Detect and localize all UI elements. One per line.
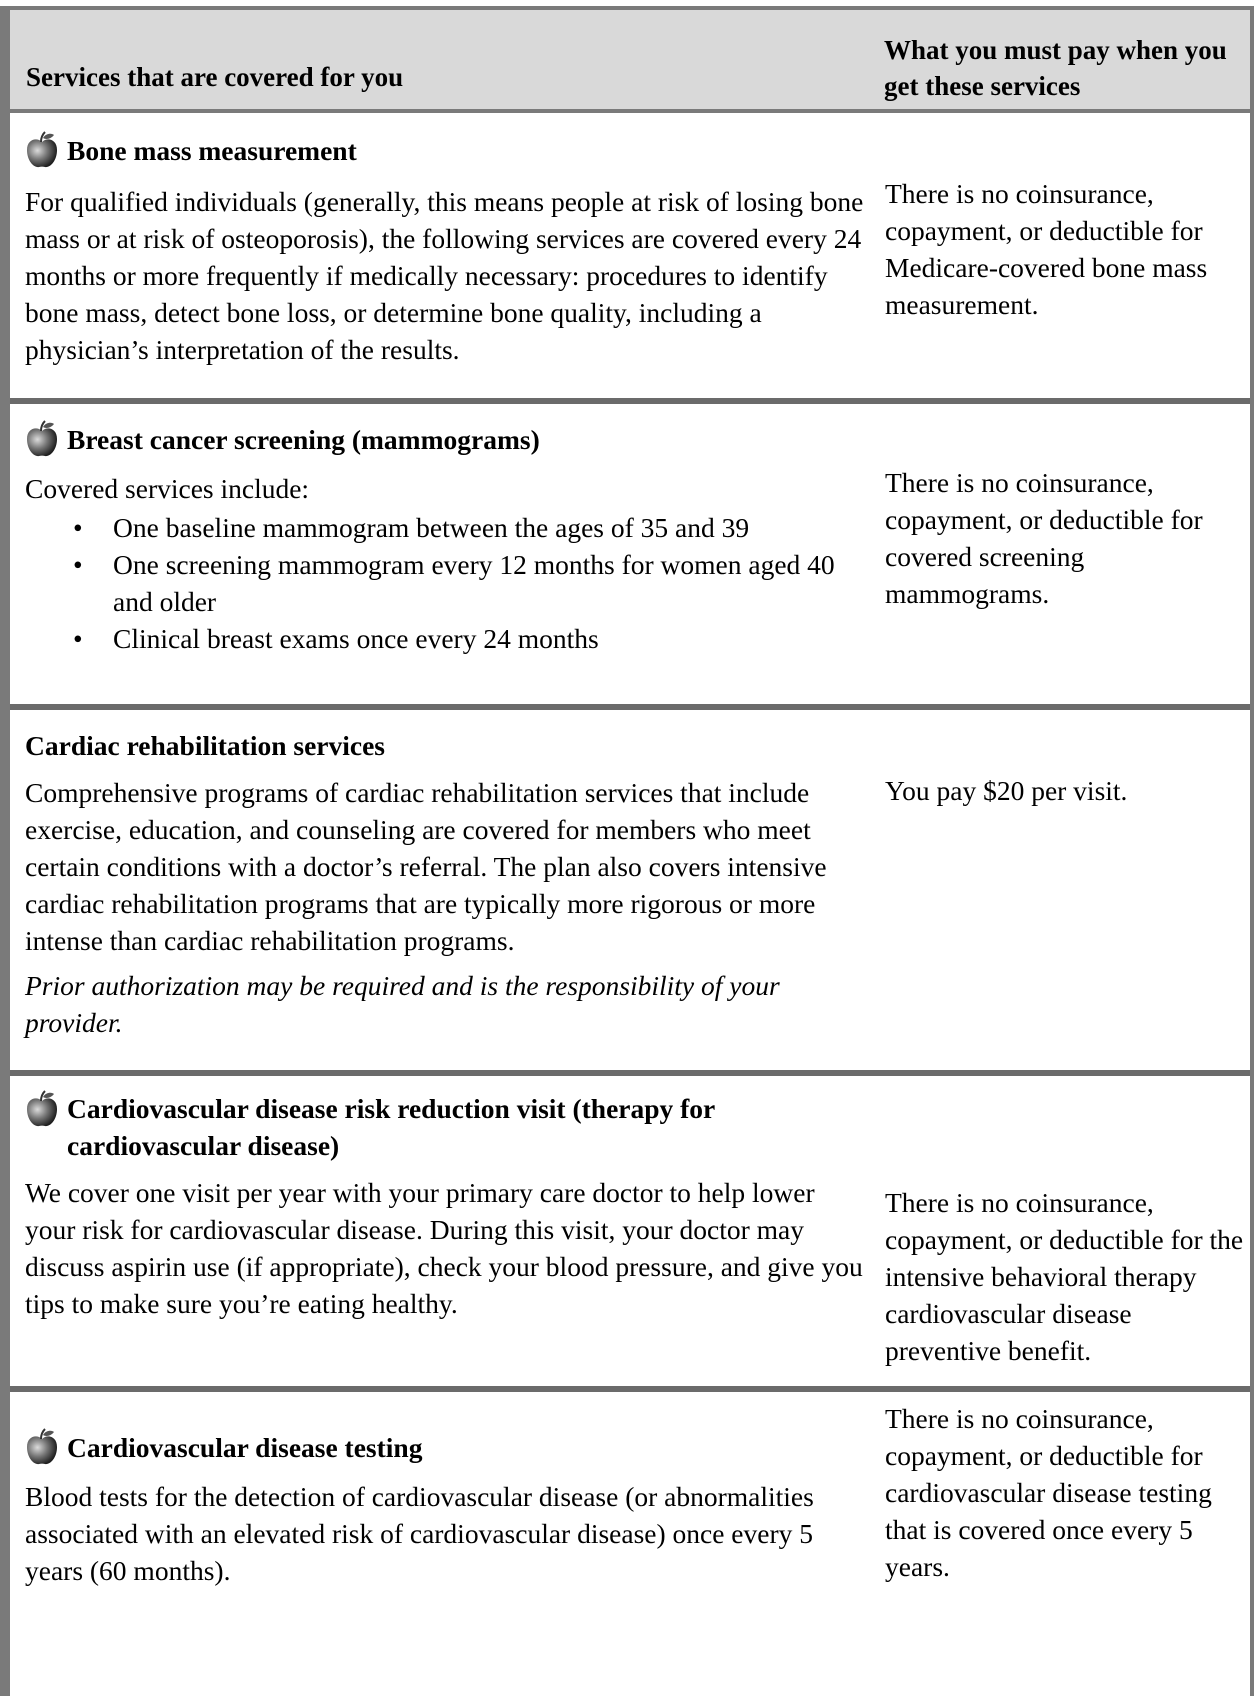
- header-services: Services that are covered for you: [26, 62, 404, 92]
- apple-icon: [25, 1428, 59, 1466]
- table-row: [10, 113, 1250, 398]
- table-left-border: [0, 6, 10, 1696]
- row-payment: There is no coinsurance, copayment, or deductible for the intensive behavioral therapy cardiovascular disease preventive benefit.: [885, 1187, 1244, 1366]
- table-header: [10, 6, 1250, 113]
- apple-icon: [25, 420, 59, 458]
- row-description: For qualified individuals (generally, this means people at risk of losing bone mass or at risk of osteoporosis), the following services are covered every 24 months or more frequently if medically necessary: procedures to identify bone mass, detect bone loss, or determine bone quality, including a physician’s interpretation of the results.: [25, 186, 864, 365]
- table-row: [10, 404, 1250, 704]
- list-item: • One screening mammogram every 12 months for women aged 40 and older: [73, 549, 835, 617]
- list-item: • Clinical breast exams once every 24 months: [73, 623, 599, 654]
- table-row: [10, 1392, 1250, 1696]
- row-intro: Covered services include:: [25, 473, 310, 504]
- row-title: Bone mass measurement: [25, 131, 870, 169]
- row-note: Prior authorization may be required and is the responsibility of your provider.: [25, 970, 780, 1038]
- bullet-list: [25, 509, 870, 657]
- table-row: [10, 1076, 1250, 1386]
- table-row: [10, 710, 1250, 1070]
- row-title: Cardiac rehabilitation services: [25, 729, 385, 761]
- table-right-border: [1250, 6, 1254, 1696]
- row-description: Comprehensive programs of cardiac rehabilitation services that include exercise, education, and counseling are covered for members who meet certain conditions with a doctor’s referral. The plan also covers intensive cardiac rehabilitation programs that are typically more rigorous or more intense than cardiac rehabilitation programs.: [25, 777, 827, 956]
- row-title: Cardiovascular disease risk reduction visit (therapy for cardiovascular disease): [25, 1090, 870, 1164]
- row-title: Cardiovascular disease testing: [25, 1428, 870, 1466]
- row-description: We cover one visit per year with your primary care doctor to help lower your risk for cardiovascular disease. During this visit, your doctor may discuss aspirin use (if appropriate), check your blood pressure, and give you tips to make sure you’re eating healthy.: [25, 1177, 863, 1319]
- apple-icon: [25, 1090, 59, 1128]
- row-payment: There is no coinsurance, copayment, or deductible for cardiovascular disease testing that is covered once every 5 years.: [885, 1403, 1212, 1582]
- row-description: Blood tests for the detection of cardiovascular disease (or abnormalities associated with an elevated risk of cardiovascular disease) once every 5 years (60 months).: [25, 1481, 814, 1586]
- row-payment: There is no coinsurance, copayment, or deductible for covered screening mammograms.: [885, 467, 1203, 609]
- list-item: • One baseline mammogram between the ages of 35 and 39: [73, 512, 750, 543]
- row-title: Breast cancer screening (mammograms): [25, 420, 870, 458]
- header-payment: What you must pay when you get these services: [884, 35, 1227, 101]
- row-payment: You pay $20 per visit.: [885, 775, 1128, 806]
- benefits-table: [0, 6, 1254, 1696]
- apple-icon: [25, 131, 59, 169]
- row-payment: There is no coinsurance, copayment, or deductible for Medicare-covered bone mass measurement.: [885, 178, 1208, 320]
